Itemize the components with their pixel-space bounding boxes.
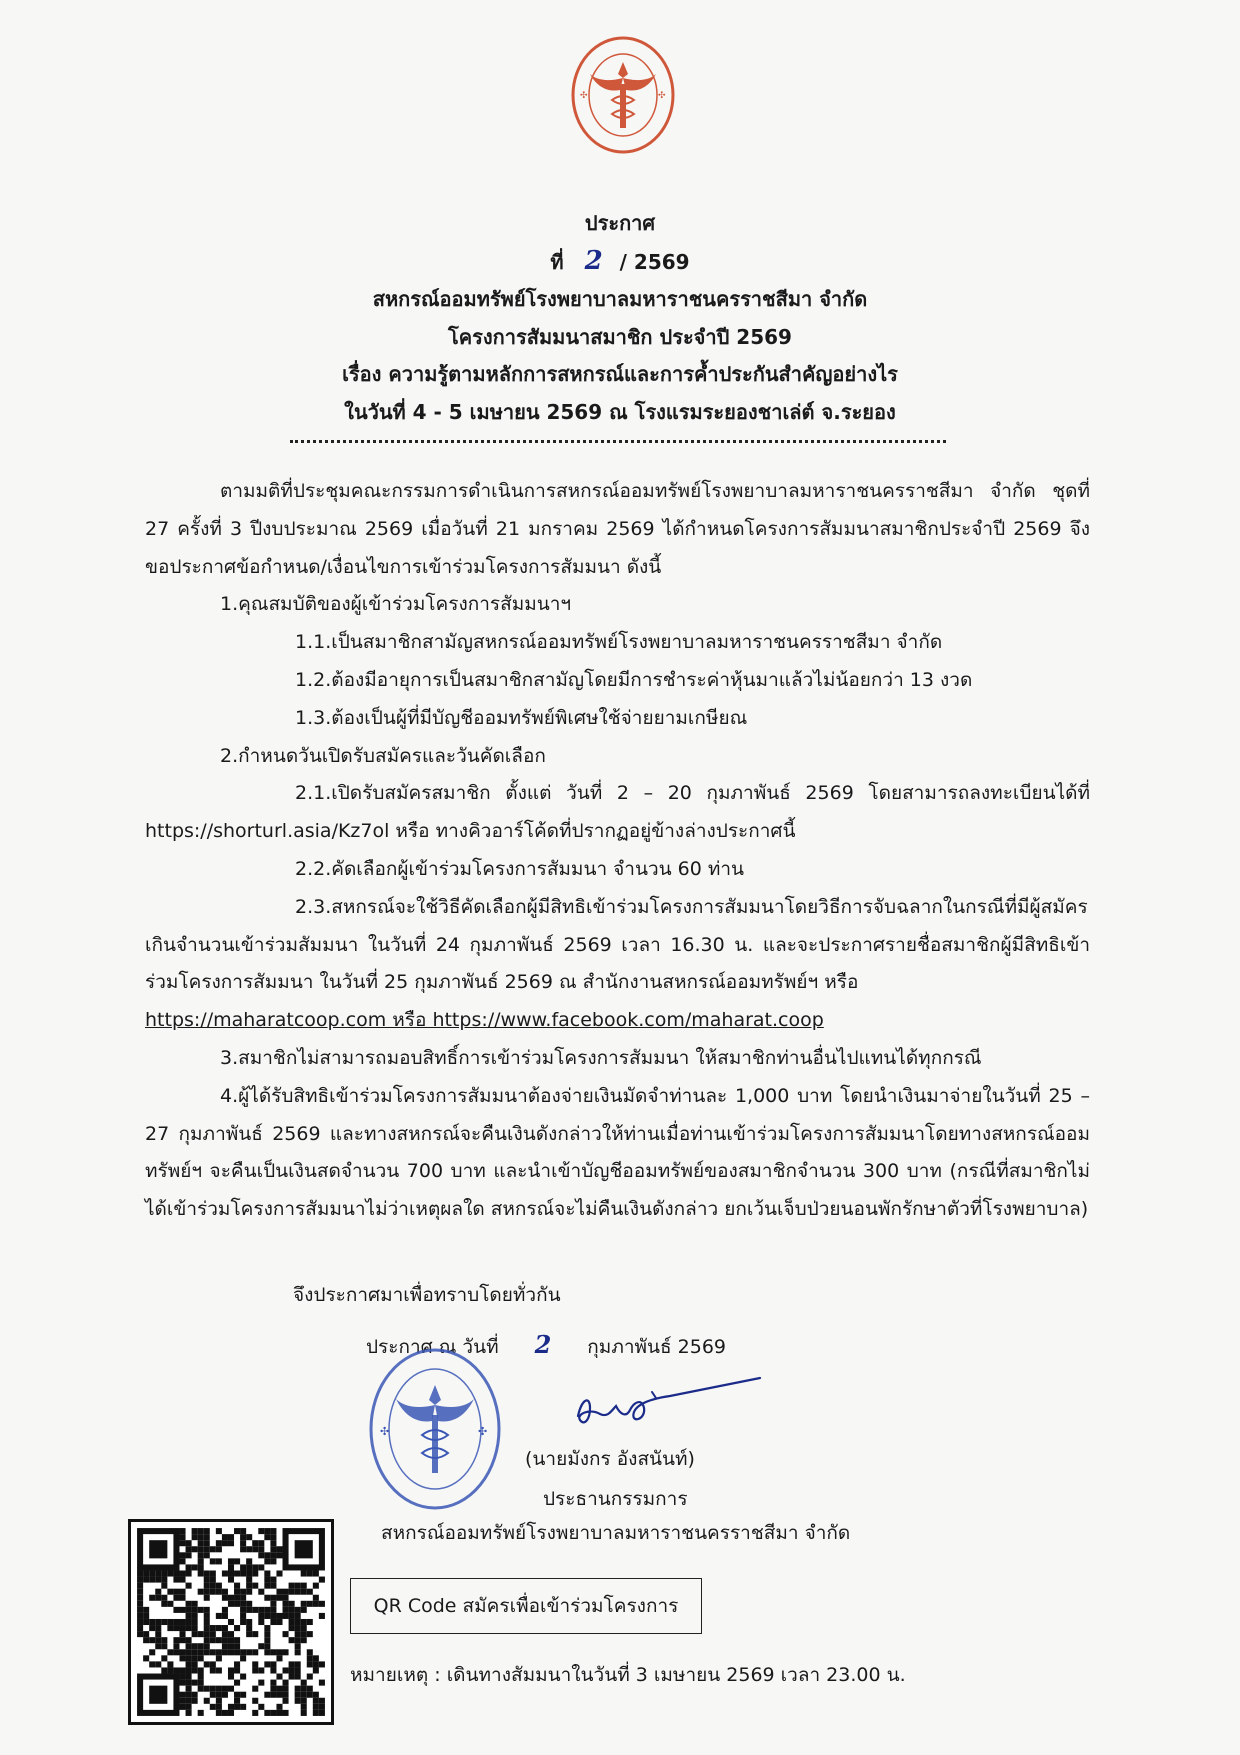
announcement-header	[0, 205, 1240, 431]
section-3: 3.สมาชิกไม่สามารถมอบสิทธิ์การเข้าร่วมโครงการสัมมนา ให้สมาชิกท่านอื่นไปแทนได้ทุกกรณี	[220, 1046, 982, 1069]
svg-text:✣: ✣	[380, 1425, 390, 1438]
announcement-date: ประกาศ ณ วันที่ 2 กุมภาพันธ์ 2569	[366, 1330, 727, 1359]
item-2-1: 2.1.เปิดรับสมัครสมาชิก ตั้งแต่ วันที่ 2 – 20 กุมภาพันธ์ 2569 โดยสามารถลงทะเบียนได้ที่ https://shorturl.asia/Kz7ol หรือ ทางคิวอาร์โค้ดที่ปรากฏอยู่ข้างล่างประกาศนี้	[145, 782, 1090, 843]
header-project: โครงการสัมมนาสมาชิก ประจำปี 2569	[448, 324, 792, 349]
item-1-2: 1.2.ต้องมีอายุการเป็นสมาชิกสามัญโดยมีการชำระค่าหุ้นมาแล้วไม่น้อยกว่า 13 งวด	[295, 668, 973, 691]
travel-note: หมายเหตุ : เดินทางสัมมนาในวันที่ 3 เมษายน 2569 เวลา 23.00 น.	[350, 1664, 906, 1686]
registration-qr-code[interactable]	[128, 1519, 334, 1725]
closing-statement: จึงประกาศมาเพื่อทราบโดยทั่วกัน	[293, 1284, 561, 1306]
header-org: สหกรณ์ออมทรัพย์โรงพยาบาลมหาราชนครราชสีมา จำกัด	[372, 287, 868, 311]
item-1-3: 1.3.ต้องเป็นผู้ที่มีบัญชีออมทรัพย์พิเศษใช้จ่ายยามเกษียณ	[295, 706, 748, 729]
signer-org: สหกรณ์ออมทรัพย์โรงพยาบาลมหาราชนครราชสีมา จำกัด	[381, 1522, 851, 1544]
cooperative-seal-red	[568, 34, 678, 156]
section-4: 4.ผู้ได้รับสิทธิเข้าร่วมโครงการสัมมนาต้องจ่ายเงินมัดจำท่านละ 1,000 บาท โดยนำเงินมาจ่ายในวันที่ 25 – 27 กุมภาพันธ์ 2569 และทางสหกรณ์จะคืนเงินดังกล่าวให้ท่านเมื่อท่านเข้าร่วมโครงการสัมมนาโดยทางสหกรณ์ออมทรัพย์ฯ จะคืนเป็นเงินสดจำนวน 700 บาท และนำเข้าบัญชีออมทรัพย์ของสมาชิกจำนวน 300 บาท (กรณีที่สมาชิกไม่ได้เข้าร่วมโครงการสัมมนาไม่ว่าเหตุผลใด สหกรณ์จะไม่คืนเงินดังกล่าว ยกเว้นเจ็บป่วยนอนพักรักษาตัวที่โรงพยาบาล)	[145, 1084, 1090, 1221]
section-1: 1.คุณสมบัติของผู้เข้าร่วมโครงการสัมมนาฯ	[220, 593, 572, 616]
header-subject: เรื่อง ความรู้ตามหลักการสหกรณ์และการค้ำประกันสำคัญอย่างไร	[342, 362, 898, 386]
item-2-3: 2.3.สหกรณ์จะใช้วิธีคัดเลือกผู้มีสิทธิเข้าร่วมโครงการสัมมนาโดยวิธีการจับฉลากในกรณีที่มีผู้สมัครเกินจำนวนเข้าร่วมสัมมนา ในวันที่ 24 กุมภาพันธ์ 2569 เวลา 16.30 น. และจะประกาศรายชื่อสมาชิกผู้มีสิทธิเข้าร่วมโครงการสัมมนา ในวันที่ 25 กุมภาพันธ์ 2569 ณ สำนักงานสหกรณ์ออมทรัพย์ฯ หรือ	[145, 895, 1090, 994]
svg-text:✣: ✣	[478, 1425, 488, 1438]
qr-code-label: QR Code สมัครเพื่อเข้าร่วมโครงการ	[350, 1578, 702, 1634]
section-2: 2.กำหนดวันเปิดรับสมัครและวันคัดเลือก	[220, 744, 546, 767]
announcement-title: ประกาศ	[584, 211, 656, 235]
intro-paragraph: ตามมติที่ประชุมคณะกรรมการดำเนินการสหกรณ์ออมทรัพย์โรงพยาบาลมหาราชนครราชสีมา จำกัด ชุดที่ 27 ครั้งที่ 3 ปีงบประมาณ 2569 เมื่อวันที่ 21 มกราคม 2569 ได้กำหนดโครงการสัมมนาสมาชิกประจำปี 2569 จึงขอประกาศข้อกำหนด/เงื่อนไขการเข้าร่วมโครงการสัมมนา ดังนี้	[145, 480, 1090, 578]
handwritten-number: 2	[584, 245, 603, 276]
signer-role: ประธานกรรมการ	[543, 1488, 688, 1510]
signature	[560, 1368, 770, 1438]
item-1-1: 1.1.เป็นสมาชิกสามัญสหกรณ์ออมทรัพย์โรงพยาบาลมหาราชนครราชสีมา จำกัด	[295, 631, 943, 654]
svg-text:✣: ✣	[658, 91, 666, 101]
item-2-2: 2.2.คัดเลือกผู้เข้าร่วมโครงการสัมมนา จำนวน 60 ท่าน	[295, 857, 745, 880]
dotted-divider	[290, 440, 946, 443]
header-date-place: ในวันที่ 4 - 5 เมษายน 2569 ณ โรงแรมระยองชาเล่ต์ จ.ระยอง	[344, 399, 896, 424]
handwritten-day: 2	[534, 1330, 552, 1359]
cooperative-seal-blue	[366, 1345, 504, 1513]
svg-text:✣: ✣	[580, 91, 588, 101]
announcement-body	[145, 473, 1090, 1229]
website-links[interactable]: https://maharatcoop.com หรือ https://www.facebook.com/maharat.coop	[145, 1009, 824, 1032]
signer-name: (นายมังกร อังสนันท์)	[525, 1448, 695, 1470]
announcement-number: ที่ 2 / 2569	[0, 243, 1240, 282]
